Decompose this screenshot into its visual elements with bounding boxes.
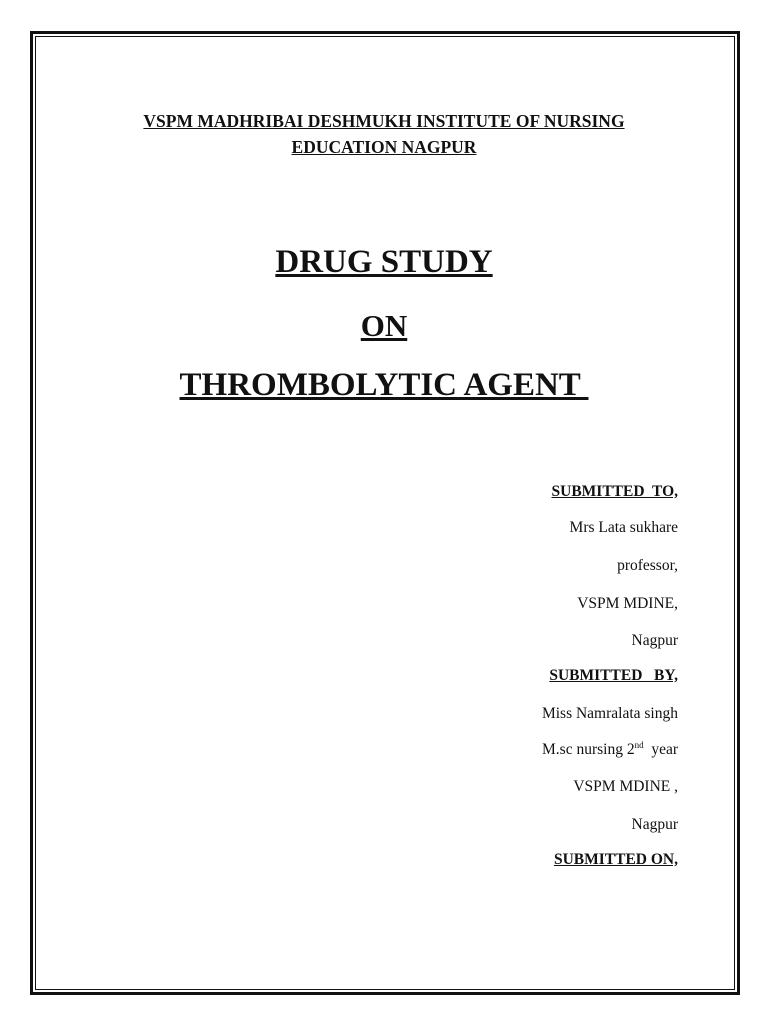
submitted-to-city: Nagpur [631,632,678,649]
submitted-on-heading: SUBMITTED ON, [553,851,678,868]
submitted-to-institution: VSPM MDINE, [577,595,678,612]
submitted-by-institution: VSPM MDINE , [573,778,678,795]
title-on: ON [360,308,408,343]
submitted-to-name: Mrs Lata sukhare [569,519,678,536]
submitted-to-designation: professor, [617,557,678,574]
submitted-by-course [542,740,678,760]
title-thrombolytic-agent: THROMBOLYTIC AGENT [179,367,589,403]
submitted-by-heading: SUBMITTED BY, [549,667,678,684]
course-ordinal-suffix: nd [634,740,644,750]
title-drug-study: DRUG STUDY [275,244,493,280]
submitted-by-name: Miss Namralata singh [541,705,678,722]
submitted-by-city: Nagpur [631,816,678,833]
submitted-to-heading: SUBMITTED TO, [551,483,678,500]
course-text: M.sc nursing 2 [542,741,635,758]
institute-name: VSPM MADHRIBAI DESHMUKH INSTITUTE OF NURSING EDUCATION NAGPUR [143,111,625,157]
course-year: year [643,741,678,758]
page-border-inner [35,36,735,990]
